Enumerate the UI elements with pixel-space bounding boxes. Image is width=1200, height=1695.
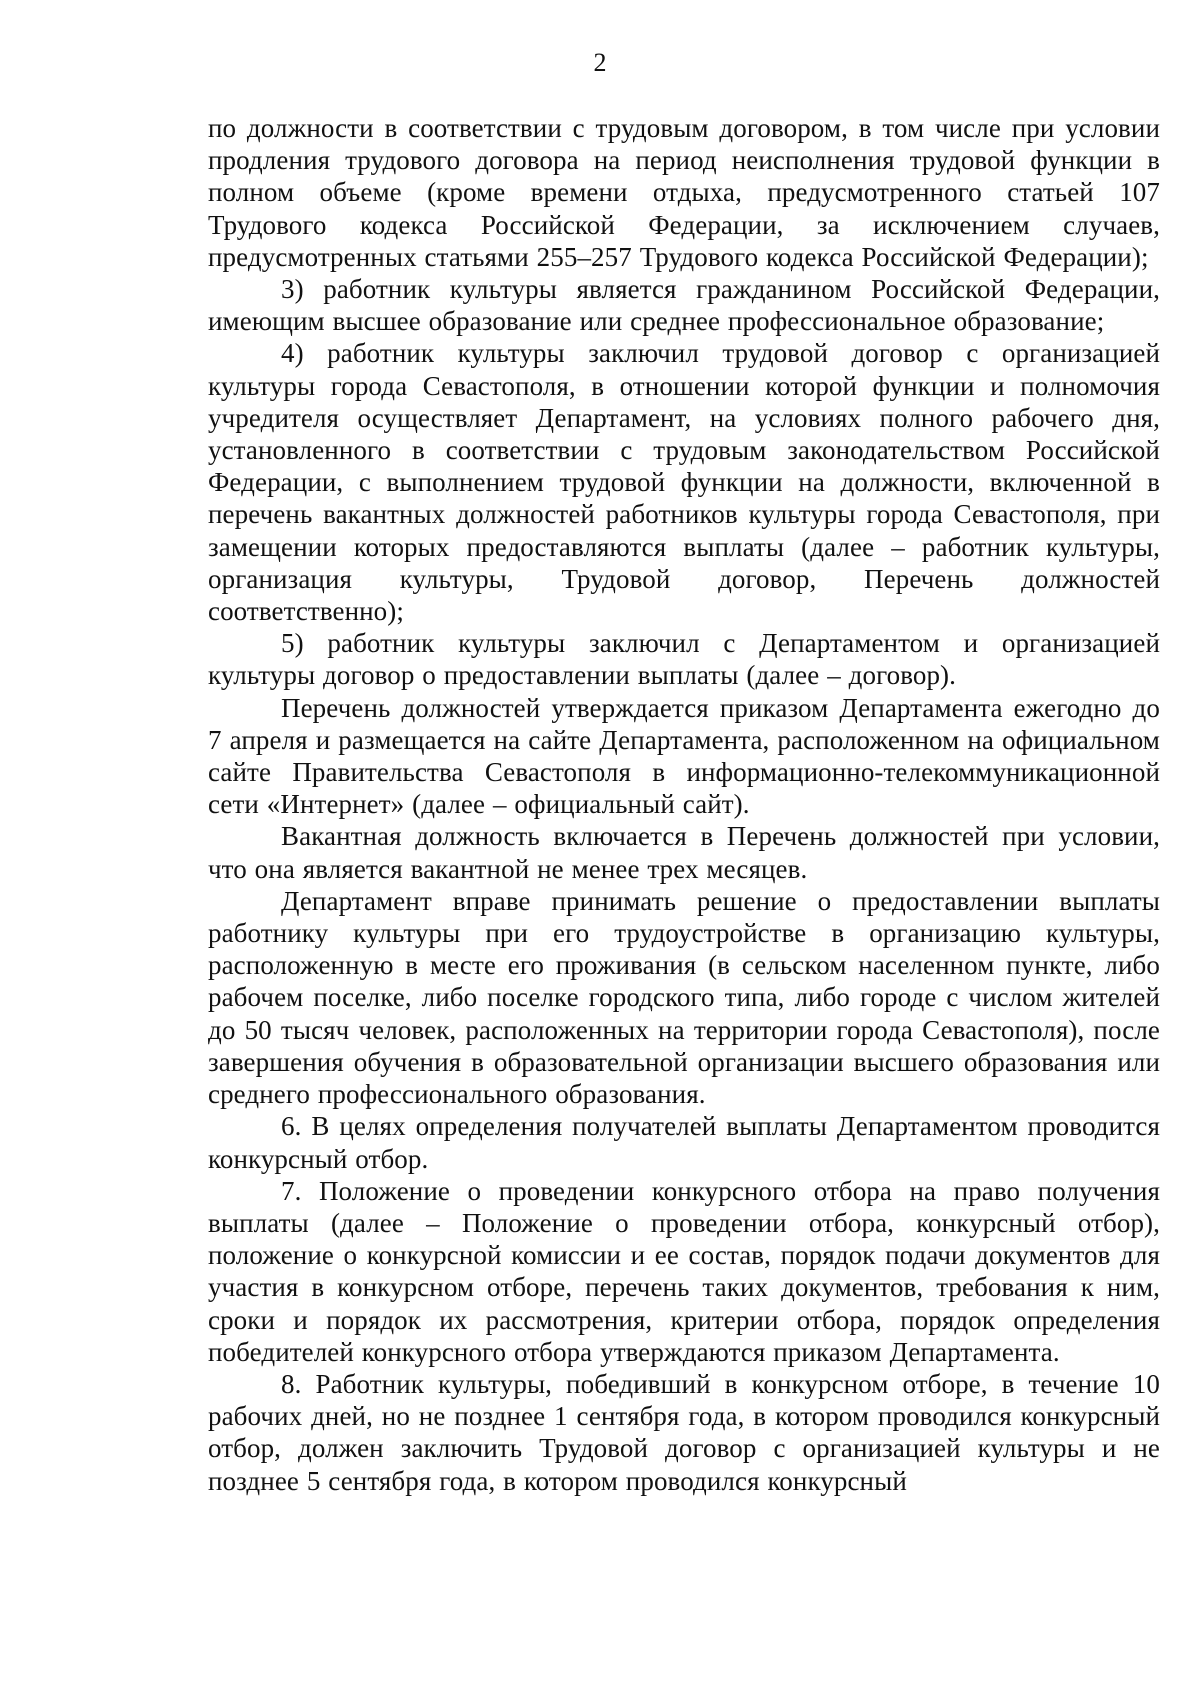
paragraph-section-8: 8. Работник культуры, победивший в конкурсном отборе, в течение 10 рабочих дней, но не позднее 1 сентября года, в котором проводился конкурсный отбор, должен заключить Трудовой договор с организацией культуры и не позднее 5 сентября года, в котором проводился конкурсный [208,1368,1160,1496]
paragraph-item-4: 4) работник культуры заключил трудовой договор с организацией культуры города Севастополя, в отношении которой функции и полномочия учредителя осуществляет Департамент, на условиях полного рабочего дня, установленного в соответствии с трудовым законодательством Российской Федерации, с выполнением трудовой функции на должности, включенной в перечень вакантных должностей работников культуры города Севастополя, при замещении которых предоставляются выплаты (далее – работник культуры, организация культуры, Трудовой договор, Перечень должностей соответственно); [208,338,1160,627]
paragraph-item-5: 5) работник культуры заключил с Департаментом и организацией культуры договор о предоставлении выплаты (далее – договор). [208,628,1160,691]
paragraph-vacancy-condition: Вакантная должность включается в Перечень должностей при условии, что она является вакантной не менее трех месяцев. [208,821,1160,884]
paragraph-section-7: 7. Положение о проведении конкурсного отбора на право получения выплаты (далее – Положение о проведении отбора, конкурсный отбор), положение о конкурсной комиссии и ее состав, порядок подачи документов для участия в конкурсном отборе, перечень таких документов, требования к ним, сроки и порядок их рассмотрения, критерии отбора, порядок определения победителей конкурсного отбора утверждаются приказом Департамента. [208,1175,1160,1367]
paragraph-department-decision: Департамент вправе принимать решение о предоставлении выплаты работнику культуры при его трудоустройстве в организацию культуры, расположенную в месте его проживания (в сельском населенном пункте, либо рабочем поселке, либо поселке городского типа, либо городе с числом жителей до 50 тысяч человек, расположенных на территории города Севастополя), после завершения обучения в образовательной организации высшего образования или среднего профессионального образования. [208,885,1160,1110]
paragraph-section-6: 6. В целях определения получателей выплаты Департаментом проводится конкурсный отбор. [208,1111,1160,1174]
paragraph-continuation: по должности в соответствии с трудовым договором, в том числе при условии продления трудового договора на период неисполнения трудовой функции в полном объеме (кроме времени отдыха, предусмотренного статьей 107 Трудового кодекса Российской Федерации, за исключением случаев, предусмотренных статьями 255–257 Трудового кодекса Российской Федерации); [208,113,1160,272]
paragraph-item-3: 3) работник культуры является гражданином Российской Федерации, имеющим высшее образование или среднее профессиональное образование; [208,274,1160,337]
paragraph-positions-list: Перечень должностей утверждается приказом Департамента ежегодно до 7 апреля и размещается на сайте Департамента, расположенном на официальном сайте Правительства Севастополя в информационно-телекоммуникационной сети «Интернет» (далее – официальный сайт). [208,692,1160,820]
document-body [208,112,1160,1497]
page-number: 2 [593,48,607,77]
